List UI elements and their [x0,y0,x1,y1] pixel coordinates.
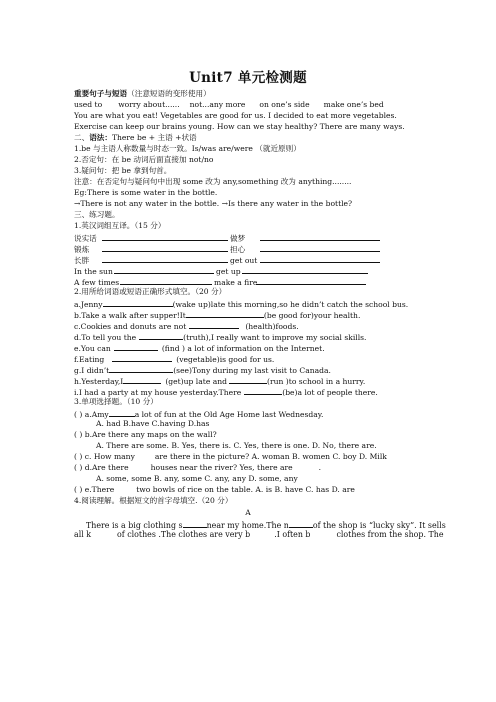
answer-blank[interactable] [103,298,173,307]
grammar-example-transform: →There is not any water in the bottle. →Is there any water in the bottle? [74,199,353,208]
translation-term: 锻炼 [74,245,90,254]
mc-item-d: ( ) d.Are there houses near the river? Yes, there are . [74,463,322,472]
section-key-phrases-heading [74,89,474,99]
answer-blank[interactable] [229,375,267,384]
grammar-rule-3: 3.疑问句：把 be 拿到句首。 [74,166,172,175]
phrase: worry about...... [118,100,180,109]
mc-item-c: ( ) c. How many are there in the picture? A. woman B. women C. boy D. Milk [74,452,387,461]
grammar-note: 注意：在否定句与疑问句中出现 some 改为 any,something 改为 anything........ [74,177,352,186]
grammar-rule-1: 1.be 与主语人称数量与时态一致。Is/was are/were （就近原则） [74,144,301,153]
phrase: make one’s bed [323,100,384,109]
mc-item-a: ( ) a.Amy a lot of fun at the Old Age Home last Wednesday. [74,410,324,419]
answer-blank[interactable] [260,243,380,252]
page-title: Unit7 单元检测题 [189,70,307,86]
answer-blank[interactable] [183,519,207,528]
answer-blank[interactable] [260,232,380,241]
answer-blank[interactable] [260,254,380,263]
answer-blank[interactable] [289,519,313,528]
answer-blank[interactable] [102,232,228,241]
answer-paren[interactable]: ( ) [74,452,83,461]
key-phrases-title: 重要句子与短语 [74,89,128,98]
mc-options-a: A. had B.have C.having D.has [96,419,210,428]
translation-term: 做梦 [230,234,246,243]
answer-blank[interactable] [114,342,158,351]
phrase-row-2: You are what you eat! Vegetables are good for us. I decided to eat more vegetables. [74,111,397,120]
translation-term: 说实话 [74,234,97,243]
key-phrases-note: （注意短语的变形使用） [127,89,211,98]
grammar-rule-2: 2.否定句：在 be 动词后面直接加 not/no [74,155,214,164]
answer-blank[interactable] [109,364,173,373]
fill-item-d: d.To tell you the (truth),I really want to improve my social skills. [74,333,367,342]
answer-blank[interactable] [109,408,135,417]
answer-blank[interactable] [186,309,264,318]
phrase-row-3: Exercise can keep our brains young. How can we stay healthy? There are many ways. [74,122,405,131]
translation-term: get out [230,256,258,265]
answer-blank[interactable] [114,265,214,274]
grammar-heading-label: 语法： [89,133,112,142]
translation-term: 长胖 [74,256,90,265]
translation-term: In the sun [74,267,113,276]
answer-paren[interactable]: ( ) [74,430,83,439]
question-2-instruction: 2.用所给词语或短语正确形式填空。（20 分） [74,287,227,296]
grammar-example: Eg:There is some water in the bottle. [74,188,218,197]
fill-item-i: i.I had a party at my house yesterday.There (be)a lot of people there. [74,388,378,397]
answer-blank[interactable] [123,375,161,384]
answer-blank[interactable] [139,331,183,340]
grammar-heading-number: 二、 [74,133,90,142]
translation-term: 担心 [230,245,246,254]
phrase: used to [74,100,103,109]
answer-paren[interactable]: ( ) [74,485,83,494]
grammar-heading [74,133,474,143]
answer-blank[interactable] [102,254,228,263]
answer-paren[interactable]: ( ) [74,463,83,472]
fill-item-h: h.Yesterday,I (get)up late and (run )to school in a hurry. [74,377,366,386]
question-1-instruction: 1.英汉词组互译。（15 分） [74,221,166,230]
answer-blank[interactable] [189,320,239,329]
fill-item-e: e.You can (find ) a lot of information on the Internet. [74,344,325,353]
translation-term: A few times [74,278,120,287]
grammar-heading-topic: There be + 主语 +状语 [111,133,197,142]
phrase: on one’s side [259,100,310,109]
mc-item-e: ( ) e.There two bowls of rice on the table. A. is B. have C. has D. are [74,485,355,494]
question-4-instruction: 4.阅读理解。根据短文的首字母填空.（20 分） [74,496,233,505]
phrase-row-1 [74,100,474,110]
fill-item-f: f.Eating (vegetable)is good for us. [74,355,275,364]
answer-blank[interactable] [120,276,212,285]
passage-line-2: all k of clothes .The clothes are very b .I often b clothes from the shop. The [74,530,444,539]
mc-item-b: ( ) b.Are there any maps on the wall? [74,430,217,439]
passage-label: A [245,508,251,517]
translation-term: get up [216,267,241,276]
question-3-instruction: 3.单项选择题。（10 分） [74,397,158,406]
answer-blank[interactable] [256,276,366,285]
mc-options-b: A. There are some. B. Yes, there is. C. Yes, there is one. D. No, there are. [96,441,377,450]
translation-term: make a fire [214,278,258,287]
answer-blank[interactable] [242,265,368,274]
exercises-heading: 三、练习题。 [74,210,120,219]
fill-item-a: a.Jenny (wake up)late this morning,so he didn’t catch the school bus. [74,300,409,309]
mc-options-d: A. some, some B. any, some C. any, any D. some, any [96,474,298,483]
answer-paren[interactable]: ( ) [74,410,83,419]
passage-line-1: There is a big clothing s near my home.The n of the shop is “lucky sky”. It sells [86,521,446,530]
answer-blank[interactable] [102,243,228,252]
answer-blank[interactable] [244,386,282,395]
phrase: not...any more [189,100,246,109]
answer-blank[interactable] [112,353,172,362]
fill-item-b: b.Take a walk after supper!It (be good for)your health. [74,311,361,320]
fill-item-c: c.Cookies and donuts are not (health)foods. [74,322,299,331]
fill-item-g: g.I didn’t (see)Tony during my last visit to Canada. [74,366,331,375]
